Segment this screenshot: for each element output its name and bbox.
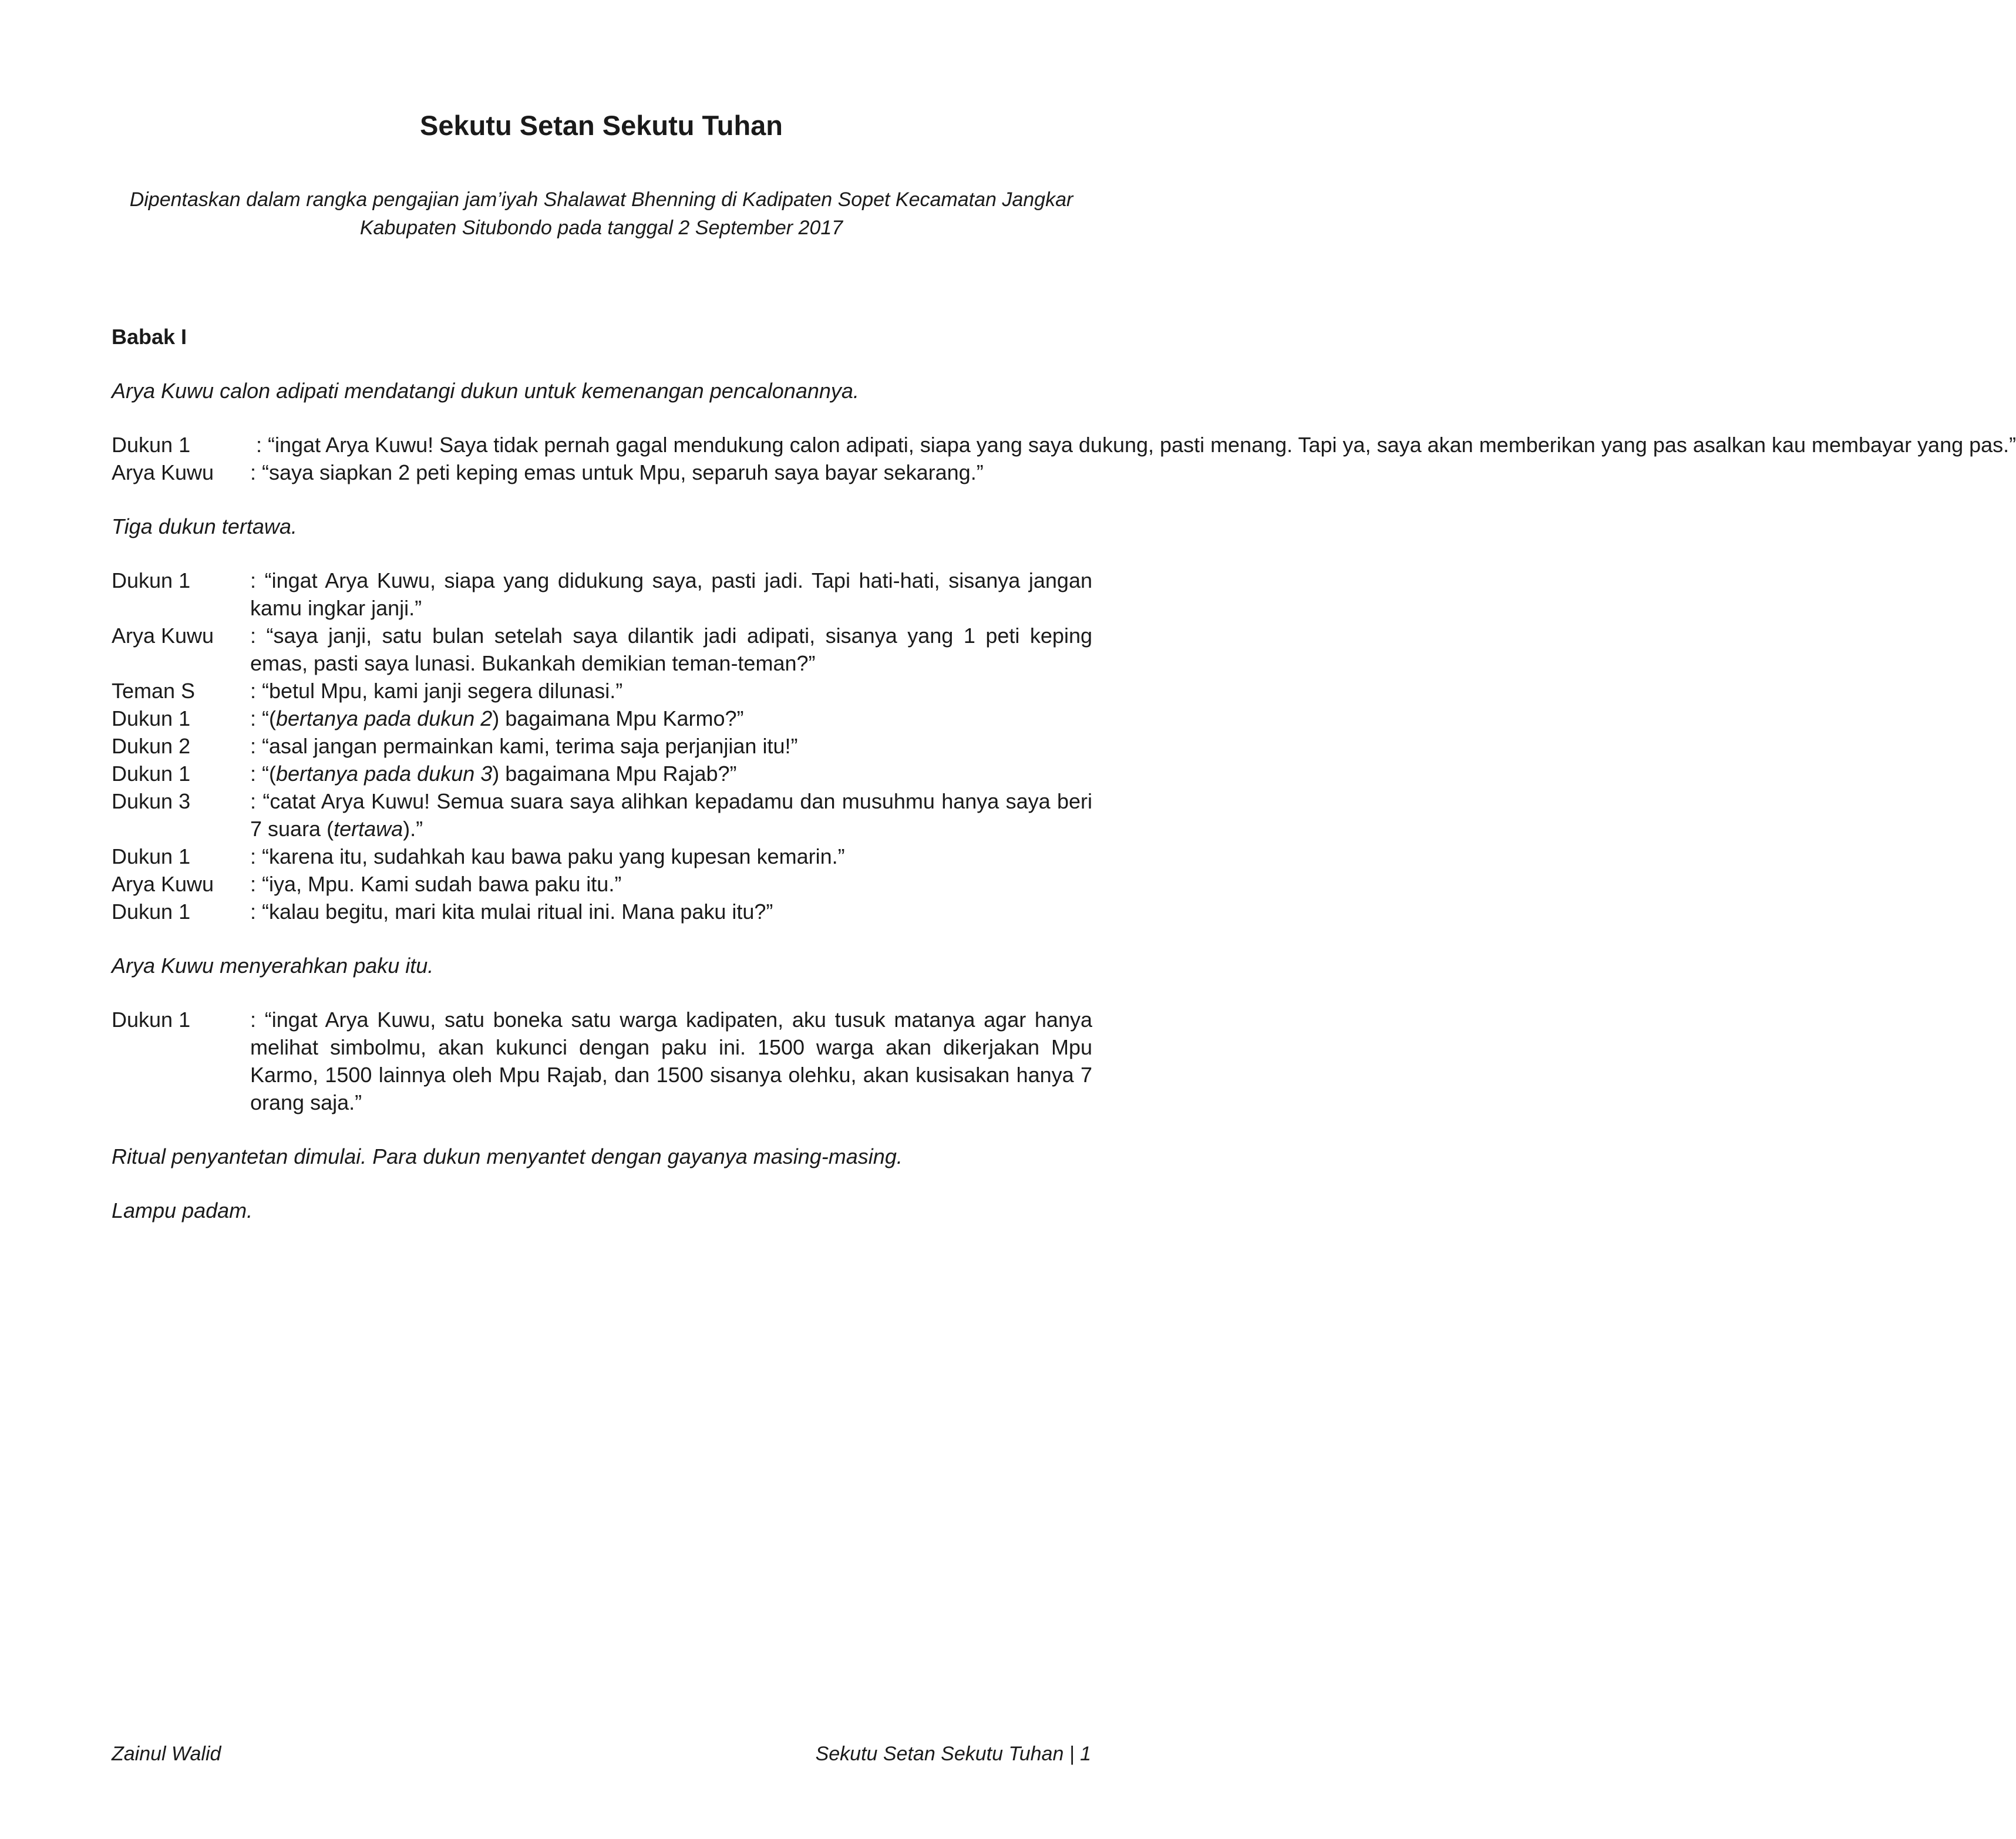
stage-direction: Ritual penyantetan dimulai. Para dukun menyantet dengan gayanya masing-masing. xyxy=(112,1144,903,1168)
speech-text xyxy=(250,787,1092,843)
speech-text xyxy=(250,431,2016,459)
dialog-line xyxy=(112,677,1092,705)
speech-text xyxy=(250,705,1092,732)
act-heading: Babak I xyxy=(112,325,187,349)
dialog-line xyxy=(112,787,1092,843)
stage-direction: Lampu padam. xyxy=(112,1198,253,1222)
speech-text: : “ingat Arya Kuwu, satu boneka satu warga kadipaten, aku tusuk matanya agar hanya melihat simbolmu, akan kukunci dengan paku ini. 1500 warga akan dikerjakan Mpu Karmo, 1500 lainnya oleh Mpu Rajab, dan 1500 sisanya olehku, akan kusisakan hanya 7 orang saja.” xyxy=(250,1008,1092,1114)
speech-text: : “saya janji, satu bulan setelah saya dilantik jadi adipati, sisanya yang 1 peti keping emas, pasti saya lunasi. Bukankah demikian teman-teman?” xyxy=(250,624,1092,675)
speaker-name: Arya Kuwu xyxy=(112,872,214,896)
dialog-line xyxy=(112,705,1092,732)
footer-page-label: Sekutu Setan Sekutu Tuhan | 1 xyxy=(815,1743,1091,1765)
dialog-block-1 xyxy=(112,431,2016,486)
document-body xyxy=(112,323,2016,1251)
dialog-line xyxy=(112,431,2016,459)
speaker-name: Dukun 1 xyxy=(112,568,191,592)
speech-lead: : “ingat Arya Kuwu! Saya tidak pernah gagal mendukung calon adipati, siapa yang saya dukung, pasti menang. Tapi ya, saya akan memberikan yang pas asalkan kau membayar yang pas.” xyxy=(250,433,2016,457)
speech-aside: tertawa xyxy=(334,817,403,841)
speaker-name: Dukun 1 xyxy=(112,1008,191,1032)
speech-text xyxy=(250,760,1092,787)
dialog-line xyxy=(112,870,1092,898)
speaker-name: Dukun 2 xyxy=(112,734,191,758)
speech-aside: bertanya pada dukun 3 xyxy=(275,762,493,786)
dialog-line xyxy=(112,898,1092,925)
speech-lead: : “( xyxy=(250,762,276,786)
dialog-line xyxy=(112,622,1092,677)
speech-tail: ) bagaimana Mpu Rajab?” xyxy=(492,762,737,786)
dialog-line xyxy=(112,1006,1092,1116)
speaker-name: Dukun 1 xyxy=(112,844,191,868)
footer-author: Zainul Walid xyxy=(112,1743,221,1765)
speaker-name: Dukun 1 xyxy=(112,762,191,786)
speech-aside: bertanya pada dukun 2 xyxy=(275,706,493,730)
speech-tail: ).” xyxy=(403,817,423,841)
dialog-line xyxy=(112,459,1092,486)
speech-text: : “kalau begitu, mari kita mulai ritual ini. Mana paku itu?” xyxy=(250,900,773,924)
speech-text: : “saya siapkan 2 peti keping emas untuk Mpu, separuh saya bayar sekarang.” xyxy=(250,460,984,484)
dialog-line xyxy=(112,567,1092,622)
speech-text: : “betul Mpu, kami janji segera dilunasi.” xyxy=(250,679,623,703)
dialog-block-2 xyxy=(112,567,1092,925)
speech-tail: ) bagaimana Mpu Karmo?” xyxy=(492,706,744,730)
stage-direction: Arya Kuwu menyerahkan paku itu. xyxy=(112,954,434,978)
dialog-line xyxy=(112,843,1092,870)
speech-text: : “ingat Arya Kuwu, siapa yang didukung saya, pasti jadi. Tapi hati-hati, sisanya jangan kamu ingkar janji.” xyxy=(250,568,1092,620)
stage-direction: Arya Kuwu calon adipati mendatangi dukun untuk kemenangan pencalonannya. xyxy=(112,379,859,403)
speaker-name: Dukun 1 xyxy=(112,706,191,730)
document-title: Sekutu Setan Sekutu Tuhan xyxy=(419,110,783,141)
dialog-block-3 xyxy=(112,1006,1092,1116)
speaker-name: Dukun 3 xyxy=(112,789,191,813)
speech-lead: : “catat Arya Kuwu! Semua suara saya alihkan kepadamu dan musuhmu hanya saya beri 7 suara ( xyxy=(250,789,1092,841)
stage-direction: Tiga dukun tertawa. xyxy=(112,514,297,538)
speaker-name: Arya Kuwu xyxy=(112,460,214,484)
speaker-name: Dukun 1 xyxy=(112,900,191,924)
document-subtitle: Dipentaskan dalam rangka pengajian jam’iyah Shalawat Bhenning di Kadipaten Sopet Kecamatan Jangkar Kabupaten Situbondo pada tanggal 2 September 2017 xyxy=(129,188,1073,239)
dialog-line xyxy=(112,732,1092,760)
speech-text: : “karena itu, sudahkah kau bawa paku yang kupesan kemarin.” xyxy=(250,844,845,868)
speaker-name: Dukun 1 xyxy=(112,433,191,457)
speaker-name: Arya Kuwu xyxy=(112,624,214,648)
speech-text: : “asal jangan permainkan kami, terima saja perjanjian itu!” xyxy=(250,734,798,758)
speech-lead: : “( xyxy=(250,706,276,730)
speech-text: : “iya, Mpu. Kami sudah bawa paku itu.” xyxy=(250,872,622,896)
speaker-name: Teman S xyxy=(112,679,196,703)
dialog-line xyxy=(112,760,1092,787)
